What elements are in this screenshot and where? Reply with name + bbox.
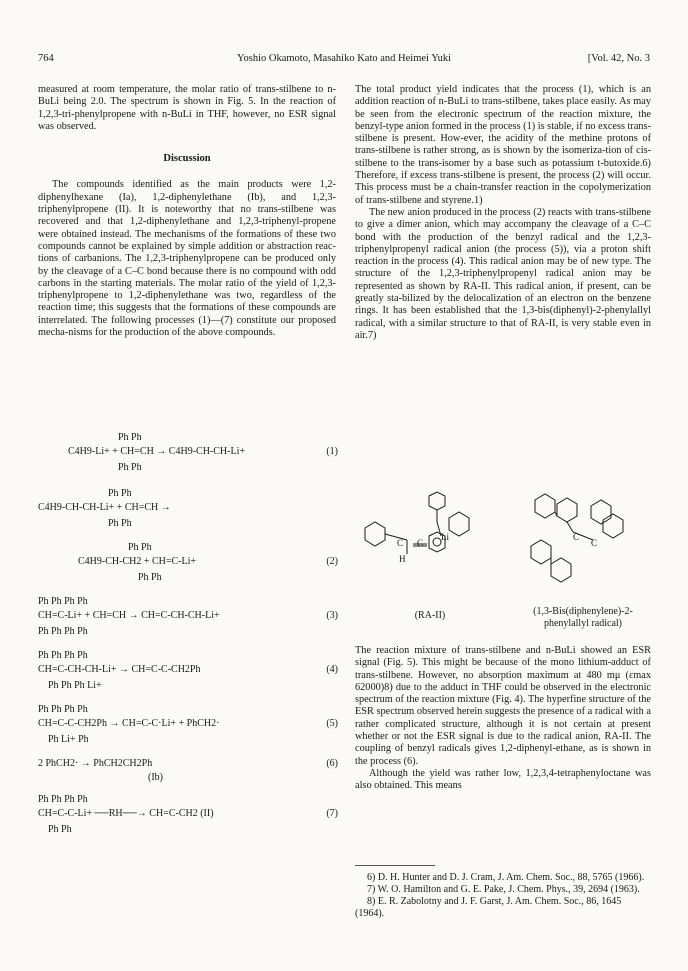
eq-top: Ph Ph — [128, 542, 152, 553]
structure-figure — [355, 488, 651, 643]
left-column — [38, 84, 336, 339]
caption-bis-diphenylene-1: (1,3-Bis(diphenylene)-2- — [533, 606, 633, 617]
section-heading: Discussion — [163, 153, 211, 165]
eq-top: Ph Ph — [118, 432, 142, 443]
right-column — [355, 84, 651, 342]
paragraph: The reaction mixture of trans-stilbene and n-BuLi showed an ESR signal (Fig. 5). This might be because of the mono lithium-adduct of trans-stilbene. However, no absorption maximum at 480 mμ (εmax 62000)8) due to the adduct in THF could be observed in the electronic spectrum of the reaction mixture (Fig. 4). The hyperfine structure of the ESR spectrum observed herein suggests the presence of a radical with a rather complicated structure, although it is not certain at present whether or not the ESR signal is due to the radical anion, RA-II. The coupling of benzyl radicals gives 1,2-diphenyl-ethane, as is shown in the process (6). — [355, 645, 651, 767]
right-column-lower — [355, 645, 651, 793]
eq-bot: Ph Ph — [108, 518, 132, 529]
eq-main: CH=C-CH-CH-Li+ → CH=C-C-CH2Ph — [38, 664, 201, 675]
paragraph: The new anion produced in the process (2) reacts with trans-stilbene to give a dimer anion, which may accompany the cleavage of a C–C bond with the production of the benzyl radical and the 1,2,3-triphenylpropenyl radical anion (the process (5)), via a proton shift reaction in the process (4). This radical anion may be of new type. The structure of the 1,2,3-triphenylpropenyl radical anion may be represented as shown by RA-II. This radical anion, if present, can be greatly sta-bilized by the delocalization of an electron on the benzene rings. It has been established that the 1,3-bis(diphenyl)-2-phenylallyl radical, with a similar structure to that of RA-II, is very stable even in air.7) — [355, 206, 651, 341]
benzene-ring — [535, 494, 555, 518]
benzene-ring — [603, 514, 623, 538]
volume-info: [Vol. 42, No. 3 — [587, 53, 650, 64]
paragraph: The compounds identified as the main products were 1,2-diphenylhexane (Ia), 1,2-diphenylethane (Ib), and 1,2,3-triphenylpropene (II). It is noteworthy that no trans-stilbene was recovered and that 1,2-diphenylethane and 1,2,3-triphenyl-propene were obtained instead. The mechanisms of the formations of these two compounds cannot be explained by simple addition or abstraction reac-tions of carbanions. The 1,2,3-triphenylpropene can be produced only by the cleavage of a C–C bond because there is no compound with odd carbons in the starting materials. The molar ratio of the yield of 1,2,3-triphenylpropene to 1,2-diphenylethane was two, regardless of the reaction time; this suggests that the formations of these compounds are interrelated. The following processes (1)—(7) constitute our proposed mecha-nisms for the production of the above compounds. — [38, 179, 336, 339]
eq-bot: Ph Ph Ph Ph — [38, 626, 88, 637]
atom-label: C — [397, 538, 404, 548]
benzene-ring — [365, 522, 385, 546]
eq-number: (6) — [326, 758, 338, 769]
eq-bot: (Ib) — [148, 772, 163, 783]
benzene-ring — [429, 492, 445, 510]
paragraph: measured at room temperature, the molar ratio of trans-stilbene to n-BuLi being 2.0. The spectrum is shown in Fig. 5. In the reaction of 1,2,3-tri-phenylpropene with n-BuLi in THF, however, no ESR signal was observed. — [38, 84, 336, 132]
structure-drawings — [355, 488, 651, 608]
running-authors: Yoshio Okamoto, Masahiko Kato and Heimei Yuki — [236, 53, 452, 64]
atom-label: C — [417, 538, 424, 548]
eq-number: (4) — [326, 664, 338, 675]
atom-label: C — [573, 532, 580, 542]
caption-bis-diphenylene-2: phenylallyl radical) — [543, 618, 623, 629]
footnote-rule — [355, 865, 435, 866]
footnote: 7) W. O. Hamilton and G. E. Pake, J. Chem. Phys., 39, 2694 (1963). — [367, 884, 640, 895]
caption-ra-ii: (RA-II) — [414, 610, 446, 621]
eq-top: Ph Ph Ph Ph — [38, 596, 88, 607]
eq-number: (2) — [326, 556, 338, 567]
paragraph: Although the yield was rather low, 1,2,3,4-tetraphenyloctane was also obtained. This means — [355, 767, 651, 792]
atom-label: H — [399, 554, 406, 564]
eq-bot: Ph Ph — [118, 462, 142, 473]
eq-number: (3) — [326, 610, 338, 621]
eq-main: 2 PhCH2· → PhCH2CH2Ph — [38, 758, 153, 769]
footnote: 6) D. H. Hunter and D. J. Cram, J. Am. Chem. Soc., 88, 5765 (1966). — [367, 872, 645, 883]
benzene-ring — [531, 540, 551, 564]
eq-bot: Ph Ph — [48, 824, 72, 835]
atom-label: Li — [441, 532, 449, 542]
eq-top: Ph Ph Ph Ph — [38, 650, 88, 661]
eq-bot: Ph Li+ Ph — [48, 734, 89, 745]
eq-number: (7) — [326, 808, 338, 819]
eq-number: (1) — [326, 446, 338, 457]
benzene-ring — [557, 498, 577, 522]
paragraph: The total product yield indicates that the process (1), which is an addition reaction of n-BuLi to trans-stilbene, takes place easily. As may be seen from the electronic spectrum of the reaction mixture, the benzyl-type anion formed in the process (1) is stable, if no excess trans-stilbene is present. How-ever, the acidity of the methine protons of trans-stilbene is rather strong, as is shown by the isomeriza-tion of cis-stilbene to the trans-isomer by a base such as potassium t-butoxide.6) Therefore, if excess trans-stilbene is present, the process (2) will occur. This process must be a chain-transfer reaction in the copolymerization of trans-stilbene and styrene.1) — [355, 84, 651, 206]
eq-main: C4H9-CH-CH2 + CH=C-Li+ — [78, 556, 197, 567]
eq-top: Ph Ph Ph Ph — [38, 704, 88, 715]
benzene-ring — [551, 558, 571, 582]
eq-main: C4H9-Li+ + CH=CH → C4H9-CH-CH-Li+ — [68, 446, 246, 457]
eq-bot: Ph Ph — [138, 572, 162, 583]
benzene-ring — [449, 512, 469, 536]
benzene-ring — [591, 500, 611, 524]
eq-main: CH=C-C-CH2Ph → CH=C-C·Li+ + PhCH2· — [38, 718, 220, 729]
footnote: 8) E. R. Zabolotny and J. F. Garst, J. Am. Chem. Soc., 86, 1645 (1964). — [355, 896, 622, 919]
eq-bot: Ph Ph Ph Li+ — [48, 680, 102, 691]
eq-main: CH=C-Li+ + CH=CH → CH=C-CH-CH-Li+ — [38, 610, 220, 621]
page-number: 764 — [38, 53, 54, 64]
eq-top: Ph Ph — [108, 488, 132, 499]
eq-number: (5) — [326, 718, 338, 729]
footnotes — [355, 872, 651, 920]
reaction-scheme — [38, 432, 338, 932]
atom-label: C — [591, 538, 598, 548]
eq-main: CH=C-C-Li+ ──RH──→ CH=C-CH2 (II) — [38, 808, 214, 819]
eq-top: Ph Ph Ph Ph — [38, 794, 88, 805]
page-header — [38, 53, 650, 69]
eq-main: C4H9-CH-CH-Li+ + CH=CH → — [38, 502, 171, 513]
